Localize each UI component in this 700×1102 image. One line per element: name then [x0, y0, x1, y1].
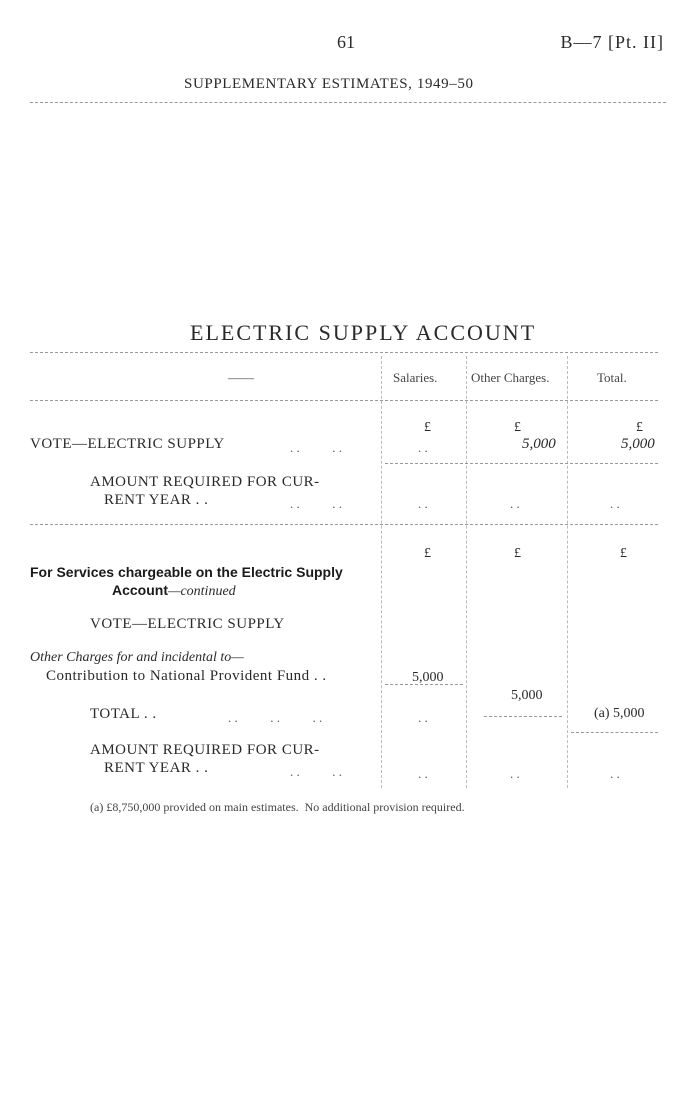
- total-other-rule: [484, 716, 562, 717]
- amount-required-line1-1: AMOUNT REQUIRED FOR CUR-: [90, 474, 320, 490]
- amount-other-charges-1: . .: [510, 496, 520, 511]
- leader-dots: . . . . . .: [228, 710, 323, 725]
- currency-other-1: £: [514, 420, 521, 435]
- vote-electric-supply-1: VOTE—ELECTRIC SUPPLY: [30, 436, 225, 452]
- amount-required-line2-2: RENT YEAR . .: [104, 760, 209, 776]
- services-heading-continued: —continued: [168, 584, 236, 599]
- amount-total-1: . .: [610, 496, 620, 511]
- amount-salaries-2: . .: [418, 766, 428, 781]
- vote-total-1: 5,000: [621, 436, 655, 452]
- vote-electric-supply-2: VOTE—ELECTRIC SUPPLY: [90, 616, 285, 632]
- leader-dots: . . . .: [290, 440, 342, 455]
- col-header-total: Total.: [597, 370, 627, 385]
- currency-other-2: £: [514, 546, 521, 561]
- column-divider-3: [567, 356, 568, 788]
- column-divider-1: [381, 356, 382, 788]
- amount-other-charges-2: . .: [510, 766, 520, 781]
- footnote: (a) £8,750,000 provided on main estimates. No additional provision required.: [90, 800, 465, 814]
- col-header-blank: ——: [228, 370, 254, 385]
- column-divider-2: [466, 356, 467, 788]
- leader-dots: . . . .: [290, 496, 342, 511]
- currency-total-2: £: [620, 546, 627, 561]
- col-header-other-charges: Other Charges.: [471, 370, 550, 385]
- services-heading-line1: For Services chargeable on the Electric Supply: [30, 564, 343, 580]
- total-salaries: . .: [418, 710, 428, 725]
- vote-other-charges-1: 5,000: [522, 436, 556, 452]
- page-number: 61: [337, 32, 355, 52]
- amount-required-line2-1: RENT YEAR . .: [104, 492, 209, 508]
- other-charges-label: Other Charges for and incidental to—: [30, 650, 244, 665]
- table-top-rule: [30, 352, 658, 353]
- vote-salaries-1: . .: [418, 440, 428, 455]
- currency-total-1: £: [636, 420, 643, 435]
- document-reference: B—7 [Pt. II]: [560, 32, 664, 52]
- currency-salaries-1: £: [424, 420, 431, 435]
- contribution-other-charges: 5,000: [511, 688, 543, 703]
- section-title: ELECTRIC SUPPLY ACCOUNT: [190, 320, 537, 345]
- amount-salaries-1: . .: [418, 496, 428, 511]
- subtotal-rule-2: [385, 684, 463, 685]
- total-label: TOTAL . .: [90, 706, 157, 722]
- contribution-salaries: 5,000: [412, 670, 444, 685]
- block-separator-rule: [30, 524, 658, 525]
- currency-salaries-2: £: [424, 546, 431, 561]
- col-header-salaries: Salaries.: [393, 370, 438, 385]
- leader-dots: . . . .: [290, 764, 342, 779]
- amount-required-line1-2: AMOUNT REQUIRED FOR CUR-: [90, 742, 320, 758]
- subtotal-rule-1: [385, 463, 658, 464]
- total-rule: [571, 732, 658, 733]
- services-heading-account: Account: [112, 582, 168, 598]
- amount-total-2: . .: [610, 766, 620, 781]
- header-bottom-rule: [30, 400, 658, 401]
- services-heading-line2: [112, 582, 236, 600]
- contribution-label: Contribution to National Provident Fund . .: [46, 668, 327, 684]
- running-header: SUPPLEMENTARY ESTIMATES, 1949–50: [184, 76, 474, 92]
- header-rule: [30, 102, 666, 103]
- total-total: (a) 5,000: [594, 706, 645, 721]
